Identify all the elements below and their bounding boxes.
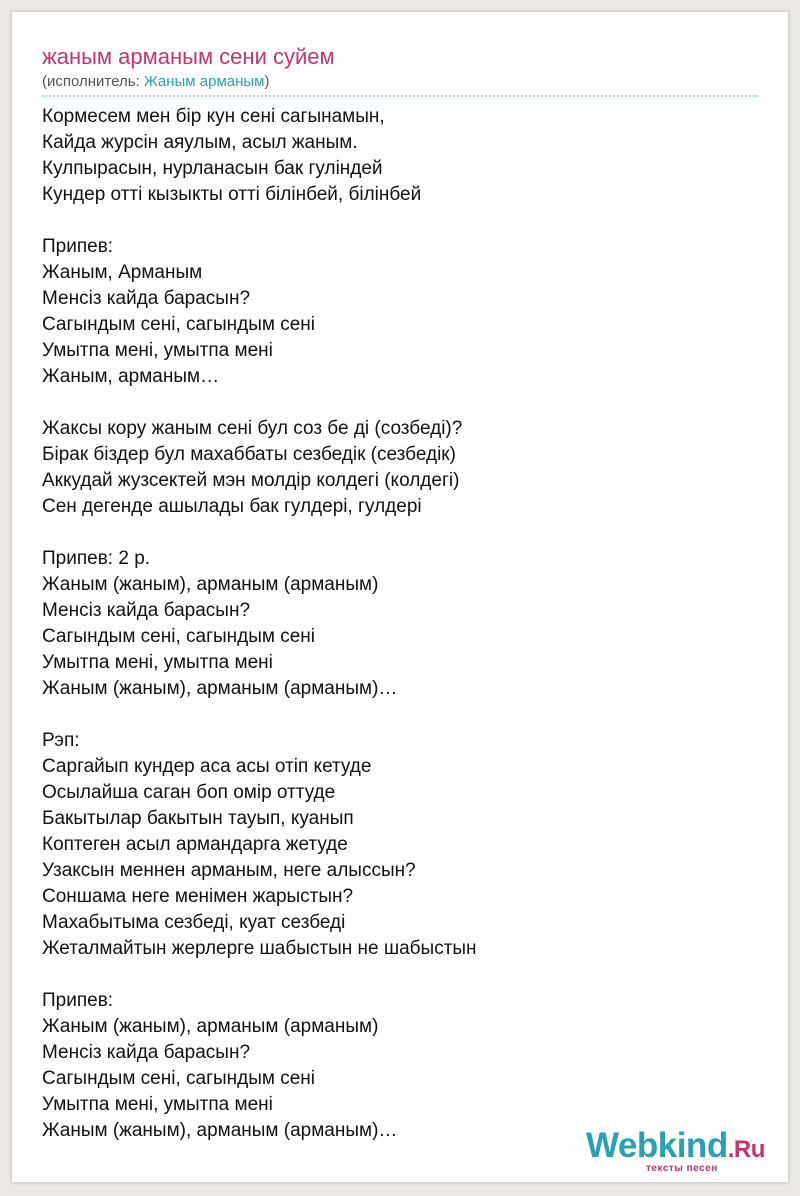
lyric-line: Кундер отті кызыкты отті білінбей, білінбей bbox=[42, 184, 422, 205]
lyric-line: Сен дегенде ашылады бак гулдері, гулдері bbox=[42, 496, 422, 517]
lyric-line: Припев: 2 р. bbox=[42, 548, 151, 569]
lyric-line: Кормесем мен бір кун сені сагынамын, bbox=[42, 106, 385, 127]
watermark-tld: .Ru bbox=[727, 1136, 765, 1163]
lyric-line: Узаксын меннен арманым, неге алыссын? bbox=[42, 860, 416, 881]
lyric-line: Менсіз кайда барасын? bbox=[42, 1042, 251, 1063]
dotted-divider bbox=[42, 95, 758, 97]
stanza-gap bbox=[42, 702, 762, 728]
watermark-tagline: тексты песен bbox=[646, 1163, 718, 1174]
artist-link[interactable]: Жаным арманым bbox=[143, 73, 265, 90]
lyric-line: Сагындым сені, сагындым сені bbox=[42, 314, 316, 335]
webkind-watermark bbox=[586, 1126, 776, 1176]
lyric-line: Менсіз кайда барасын? bbox=[42, 288, 251, 309]
lyric-line: Жаксы кору жаным сені бул соз бе ді (созбеді)? bbox=[42, 418, 463, 439]
lyric-line: Припев: bbox=[42, 990, 114, 1011]
lyric-line: Менсіз кайда барасын? bbox=[42, 600, 251, 621]
lyric-line: Кулпырасын, нурланасын бак гуліндей bbox=[42, 158, 383, 179]
lyric-line: Умытпа мені, умытпа мені bbox=[42, 652, 273, 673]
artist-line bbox=[42, 73, 270, 91]
lyric-line: Соншама неге менімен жарыстын? bbox=[42, 886, 354, 907]
artist-prefix: (исполнитель: bbox=[42, 73, 144, 90]
lyric-line: Коптеген асыл армандарга жетуде bbox=[42, 834, 348, 855]
lyric-line: Припев: bbox=[42, 236, 114, 257]
stanza-gap bbox=[42, 520, 762, 546]
stanza-gap bbox=[42, 208, 762, 234]
lyric-line: Жаным (жаным), арманым (арманым) bbox=[42, 574, 379, 595]
song-title: жаным арманым сени суйем bbox=[42, 44, 335, 69]
stanza-gap bbox=[42, 962, 762, 988]
lyric-line: Бірак біздер бул махаббаты сезбедік (сезбедік) bbox=[42, 444, 456, 465]
lyric-line: Бакытылар бакытын тауып, куанып bbox=[42, 808, 354, 829]
lyric-line: Жаным (жаным), арманым (арманым)… bbox=[42, 678, 398, 699]
lyric-line: Сагындым сені, сагындым сені bbox=[42, 1068, 316, 1089]
lyric-line: Жаным (жаным), арманым (арманым) bbox=[42, 1016, 379, 1037]
lyric-line: Махабытыма сезбеді, куат сезбеді bbox=[42, 912, 346, 933]
lyric-line: Осылайша саган боп омір оттуде bbox=[42, 782, 336, 803]
lyric-line: Саргайып кундер аса асы отіп кетуде bbox=[42, 756, 372, 777]
lyric-line: Умытпа мені, умытпа мені bbox=[42, 1094, 273, 1115]
lyrics-body bbox=[42, 104, 762, 1144]
lyric-line: Жаным, Арманым bbox=[42, 262, 203, 283]
lyric-line: Жеталмайтын жерлерге шабыстын не шабыстын bbox=[42, 938, 477, 959]
lyric-line: Сагындым сені, сагындым сені bbox=[42, 626, 316, 647]
lyric-line: Жаным (жаным), арманым (арманым)… bbox=[42, 1120, 398, 1141]
lyric-line: Кайда журсін аяулым, асыл жаным. bbox=[42, 132, 358, 153]
artist-suffix: ) bbox=[264, 73, 270, 90]
lyric-line: Рэп: bbox=[42, 730, 80, 751]
watermark-brand: Webkind bbox=[586, 1126, 728, 1165]
lyric-line: Умытпа мені, умытпа мені bbox=[42, 340, 273, 361]
lyric-line: Аккудай жузсектей мэн молдір колдегі (колдегі) bbox=[42, 470, 460, 491]
lyric-line: Жаным, арманым… bbox=[42, 366, 220, 387]
stanza-gap bbox=[42, 390, 762, 416]
